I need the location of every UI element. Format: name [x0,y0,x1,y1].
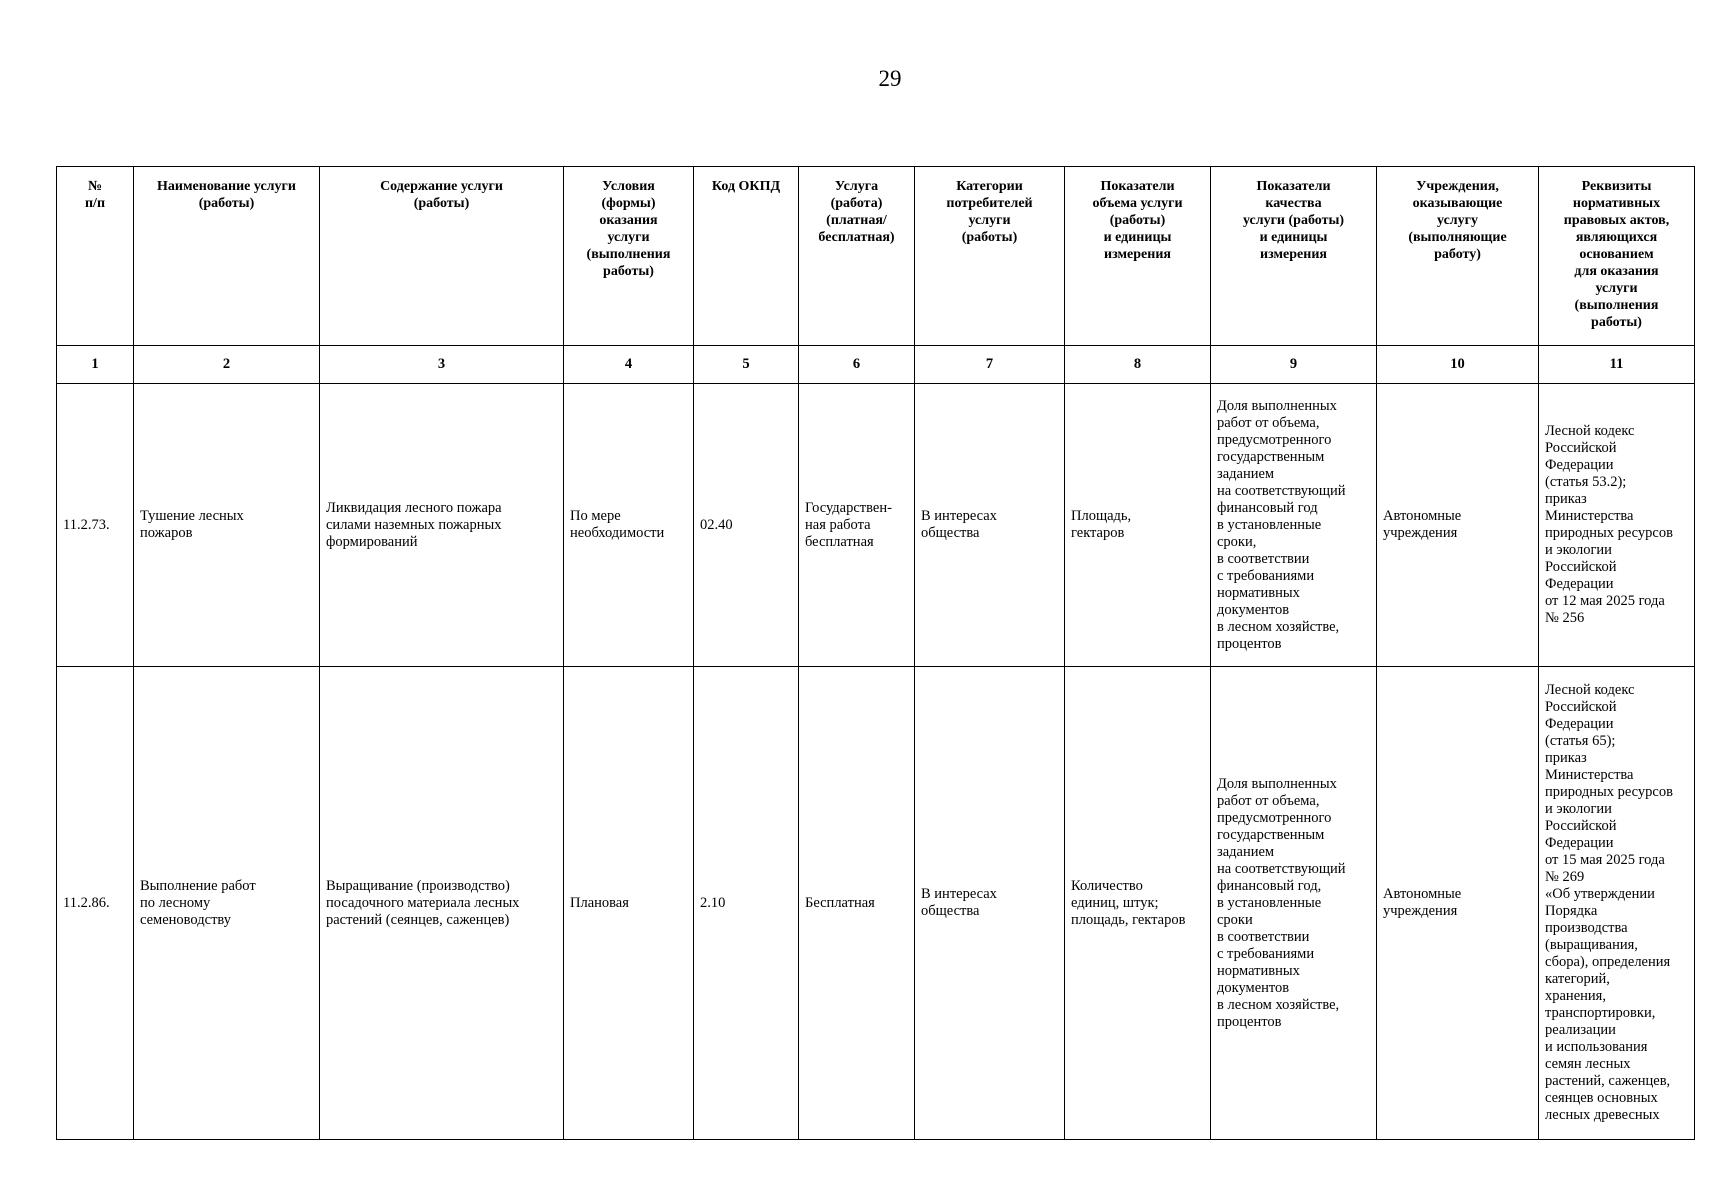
service-conditions: Плановая [564,667,694,1140]
header-legal-acts: Реквизиты нормативных правовых актов, являющихся основанием для оказания услуги (выполнения работы) [1539,167,1695,346]
column-number: 9 [1211,346,1377,384]
column-number: 5 [694,346,799,384]
column-number: 4 [564,346,694,384]
service-name: Тушение лесных пожаров [134,384,320,667]
column-number: 3 [320,346,564,384]
column-number: 11 [1539,346,1695,384]
service-content: Ликвидация лесного пожара силами наземных пожарных формирований [320,384,564,667]
column-number: 7 [915,346,1065,384]
header-volume: Показатели объема услуги (работы) и единицы измерения [1065,167,1211,346]
column-number: 2 [134,346,320,384]
header-conditions: Условия (формы) оказания услуги (выполнения работы) [564,167,694,346]
okpd-code: 2.10 [694,667,799,1140]
header-consumers: Категории потребителей услуги (работы) [915,167,1065,346]
header-service-content: Содержание услуги (работы) [320,167,564,346]
legal-acts: Лесной кодекс Российской Федерации (статья 53.2); приказ Министерства природных ресурсов и экологии Российской Федерации от 12 мая 2025 года № 256 [1539,384,1695,667]
header-number: № п/п [57,167,134,346]
paid-status: Государствен- ная работа бесплатная [799,384,915,667]
legal-acts: Лесной кодекс Российской Федерации (статья 65); приказ Министерства природных ресурсов и экологии Российской Федерации от 15 мая 2025 года № 269 «Об утверждении Порядка производства (выращивания, сбора), определения категорий, хранения, транспортировки, реализации и использования семян лесных растений, саженцев, сеянцев основных лесных древесных [1539,667,1695,1140]
header-paid: Услуга (работа) (платная/ бесплатная) [799,167,915,346]
column-number: 8 [1065,346,1211,384]
okpd-code: 02.40 [694,384,799,667]
column-numbers-row [57,346,1695,384]
service-content: Выращивание (производство) посадочного материала лесных растений (сеянцев, саженцев) [320,667,564,1140]
row-number: 11.2.86. [57,667,134,1140]
quality-indicator: Доля выполненных работ от объема, предусмотренного государственным заданием на соответствующий финансовый год, в установленные сроки в соответствии с требованиями нормативных документов в лесном хозяйстве, процентов [1211,667,1377,1140]
quality-indicator: Доля выполненных работ от объема, предусмотренного государственным заданием на соответствующий финансовый год в установленные сроки, в соответствии с требованиями нормативных документов в лесном хозяйстве, процентов [1211,384,1377,667]
column-number: 6 [799,346,915,384]
volume-indicator: Количество единиц, штук; площадь, гектаров [1065,667,1211,1140]
volume-indicator: Площадь, гектаров [1065,384,1211,667]
row-number: 11.2.73. [57,384,134,667]
header-quality: Показатели качества услуги (работы) и единицы измерения [1211,167,1377,346]
table-row [57,384,1695,667]
consumer-category: В интересах общества [915,667,1065,1140]
institutions: Автономные учреждения [1377,667,1539,1140]
column-number: 10 [1377,346,1539,384]
paid-status: Бесплатная [799,667,915,1140]
service-name: Выполнение работ по лесному семеноводству [134,667,320,1140]
header-okpd: Код ОКПД [694,167,799,346]
services-table [56,166,1695,1140]
header-service-name: Наименование услуги (работы) [134,167,320,346]
column-number: 1 [57,346,134,384]
table-row [57,667,1695,1140]
consumer-category: В интересах общества [915,384,1065,667]
page-number: 29 [878,66,902,91]
table-header-row [57,167,1695,346]
service-conditions: По мере необходимости [564,384,694,667]
header-institutions: Учреждения, оказывающие услугу (выполняющие работу) [1377,167,1539,346]
institutions: Автономные учреждения [1377,384,1539,667]
